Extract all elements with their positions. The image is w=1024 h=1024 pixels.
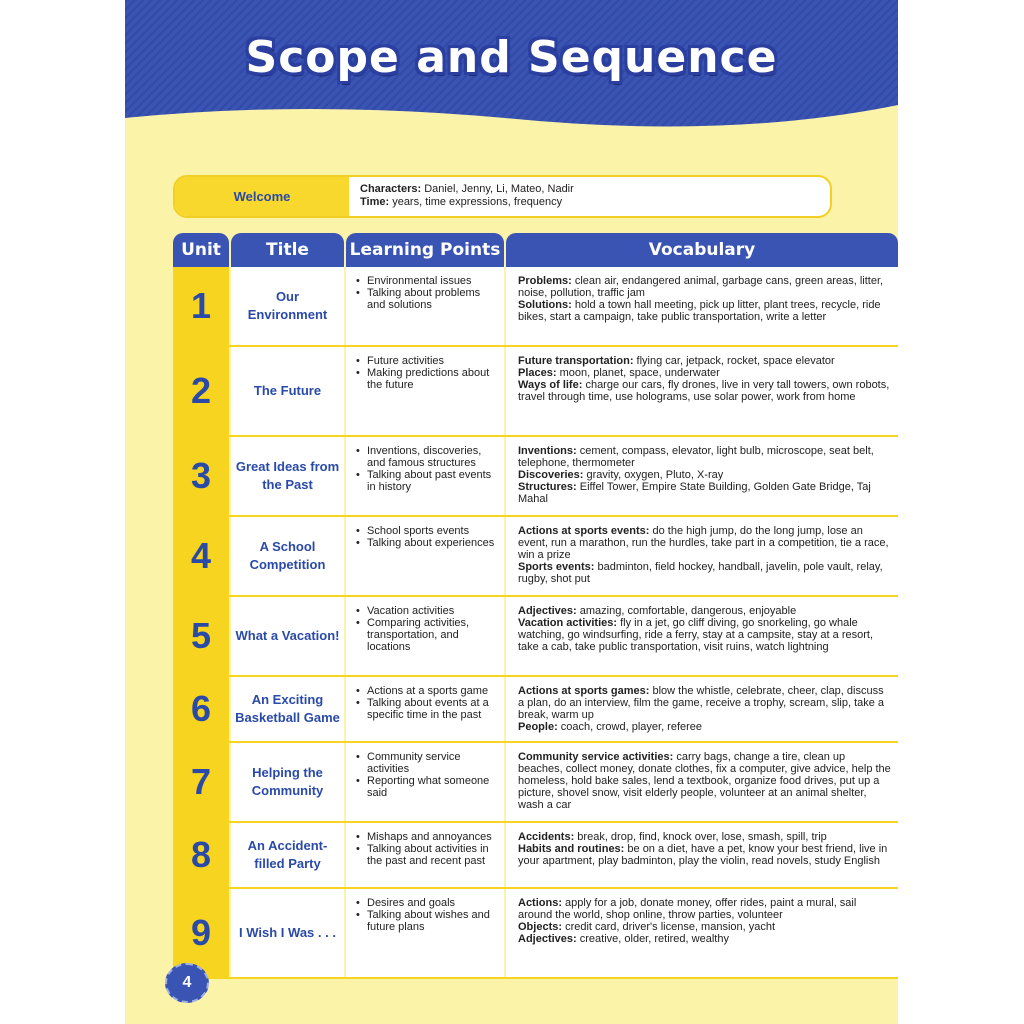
vocabulary-entry	[518, 367, 892, 379]
unit-number: 1	[173, 267, 229, 345]
vocabulary-entry	[518, 933, 892, 945]
vocabulary-entry	[518, 481, 892, 505]
vocabulary-words: be on a diet, have a pet, know your best friend, live in your apartment, play badminton, play the violin, read novels, study English	[518, 843, 888, 867]
learning-point: • Inventions, discoveries, and famous structures	[356, 445, 500, 469]
vocabulary-entry	[518, 525, 892, 561]
vocabulary-category: Community service activities:	[518, 751, 674, 763]
vocabulary-entry	[518, 617, 892, 653]
vocabulary-entry	[518, 561, 892, 585]
vocabulary-category: Objects:	[518, 921, 563, 933]
vocabulary-cell	[506, 823, 898, 887]
vocabulary-cell	[506, 517, 898, 595]
table-row	[173, 347, 898, 435]
unit-title: An Exciting Basketball Game	[231, 677, 344, 741]
unit-title: I Wish I Was . . .	[231, 889, 344, 977]
learning-point: • Desires and goals	[356, 897, 500, 909]
welcome-label: Welcome	[175, 177, 349, 216]
row-divider	[173, 977, 898, 979]
vocabulary-words: Eiffel Tower, Empire State Building, Golden Gate Bridge, Taj Mahal	[518, 481, 871, 505]
page	[125, 0, 898, 1024]
vocabulary-entry	[518, 355, 892, 367]
learning-points-cell	[346, 597, 504, 675]
vocabulary-category: Actions at sports events:	[518, 525, 650, 537]
time-value: years, time expressions, frequency	[389, 196, 563, 208]
vocabulary-category: Vacation activities:	[518, 617, 618, 629]
vocabulary-entry	[518, 685, 892, 721]
unit-number: 4	[173, 517, 229, 595]
unit-title: Great Ideas from the Past	[231, 437, 344, 515]
table-row	[173, 823, 898, 887]
vocabulary-entry	[518, 921, 892, 933]
vocabulary-category: Ways of life:	[518, 379, 583, 391]
vocabulary-category: Habits and routines:	[518, 843, 625, 855]
vocabulary-words: apply for a job, donate money, offer rides, paint a mural, sail around the world, shop online, throw parties, volunteer	[518, 897, 857, 921]
vocabulary-category: Accidents:	[518, 831, 575, 843]
vocabulary-category: Problems:	[518, 275, 572, 287]
vocabulary-words: fly in a jet, go cliff diving, go snorkeling, go whale watching, go windsurfing, ride a ferry, stay at a campsite, stay at a resort, take a cab, take public transportation, visit ruins, watch lightning	[518, 617, 874, 653]
learning-point: • Talking about past events in history	[356, 469, 500, 493]
vocabulary-words: flying car, jetpack, rocket, space elevator	[633, 355, 835, 367]
column-header-unit: Unit	[173, 233, 229, 267]
vocabulary-entry	[518, 299, 892, 323]
unit-number: 8	[173, 823, 229, 887]
vocabulary-category: Adjectives:	[518, 933, 577, 945]
vocabulary-words: carry bags, change a tire, clean up beaches, collect money, donate clothes, fix a computer, give advice, help the homeless, hold bake sales, lend a textbook, organize food drives, put up a picture, shovel snow, visit elderly people, volunteer at an animal shelter, wash a car	[518, 751, 891, 811]
learning-point: • Actions at a sports game	[356, 685, 500, 697]
learning-point: • Environmental issues	[356, 275, 500, 287]
learning-point: • Future activities	[356, 355, 500, 367]
unit-title: The Future	[231, 347, 344, 435]
table-row	[173, 437, 898, 515]
vocabulary-cell	[506, 347, 898, 435]
vocabulary-words: do the high jump, do the long jump, lose an event, run a marathon, run the hurdles, take part in a competition, tie a race, win a prize	[518, 525, 889, 561]
unit-number: 6	[173, 677, 229, 741]
learning-points-cell	[346, 743, 504, 821]
vocabulary-category: Structures:	[518, 481, 577, 493]
page-number: 4	[165, 963, 209, 1003]
characters-value: Daniel, Jenny, Li, Mateo, Nadir	[421, 183, 574, 195]
learning-point: • School sports events	[356, 525, 500, 537]
learning-points-cell	[346, 347, 504, 435]
vocabulary-words: coach, crowd, player, referee	[557, 721, 703, 733]
learning-point: • Talking about experiences	[356, 537, 500, 549]
column-header-learning-points: Learning Points	[346, 233, 504, 267]
vocabulary-entry	[518, 897, 892, 921]
learning-point: • Talking about problems and solutions	[356, 287, 500, 311]
learning-point: • Making predictions about the future	[356, 367, 500, 391]
unit-title: An Accident-filled Party	[231, 823, 344, 887]
learning-point: • Talking about wishes and future plans	[356, 909, 500, 933]
welcome-box	[173, 175, 832, 218]
learning-point: • Talking about events at a specific time in the past	[356, 697, 500, 721]
learning-points-cell	[346, 677, 504, 741]
vocabulary-entry	[518, 275, 892, 299]
vocabulary-words: break, drop, find, knock over, lose, smash, spill, trip	[574, 831, 827, 843]
vocabulary-cell	[506, 677, 898, 741]
vocabulary-words: clean air, endangered animal, garbage cans, green areas, litter, noise, pollution, traffic jam	[518, 275, 884, 299]
vocabulary-category: People:	[518, 721, 558, 733]
learning-points-cell	[346, 267, 504, 345]
vocabulary-category: Adjectives:	[518, 605, 577, 617]
time-label: Time:	[360, 196, 390, 208]
vocabulary-words: hold a town hall meeting, pick up litter, plant trees, recycle, ride bikes, start a campaign, take public transportation, write a letter	[518, 299, 881, 323]
vocabulary-category: Sports events:	[518, 561, 595, 573]
vocabulary-entry	[518, 843, 892, 867]
table-row	[173, 597, 898, 675]
vocabulary-words: credit card, driver's license, mansion, yacht	[562, 921, 776, 933]
vocabulary-words: blow the whistle, celebrate, cheer, clap, discuss a plan, do an interview, film the game, receive a trophy, scream, slip, take a break, warm up	[518, 685, 885, 721]
table-row	[173, 267, 898, 345]
vocabulary-category: Places:	[518, 367, 557, 379]
learning-point: • Community service activities	[356, 751, 500, 775]
page-title: Scope and Sequence	[245, 32, 778, 83]
learning-point: • Talking about activities in the past and recent past	[356, 843, 500, 867]
unit-number: 9	[173, 889, 229, 977]
learning-points-cell	[346, 517, 504, 595]
vocabulary-entry	[518, 831, 892, 843]
vocabulary-words: creative, older, retired, wealthy	[576, 933, 729, 945]
vocabulary-category: Inventions:	[518, 445, 577, 457]
vocabulary-entry	[518, 469, 892, 481]
vocabulary-entry	[518, 605, 892, 617]
vocabulary-category: Actions at sports games:	[518, 685, 650, 697]
table-row	[173, 517, 898, 595]
vocabulary-words: gravity, oxygen, Pluto, X-ray	[583, 469, 724, 481]
vocabulary-entry	[518, 721, 892, 733]
vocabulary-words: moon, planet, space, underwater	[556, 367, 720, 379]
learning-points-cell	[346, 437, 504, 515]
unit-title: Helping the Community	[231, 743, 344, 821]
vocabulary-entry	[518, 445, 892, 469]
vocabulary-cell	[506, 267, 898, 345]
learning-points-cell	[346, 889, 504, 977]
unit-title: What a Vacation!	[231, 597, 344, 675]
table-row	[173, 889, 898, 977]
vocabulary-cell	[506, 743, 898, 821]
learning-point: • Vacation activities	[356, 605, 500, 617]
unit-title: Our Environment	[231, 267, 344, 345]
welcome-details	[360, 183, 574, 209]
column-header-title: Title	[231, 233, 344, 267]
learning-points-cell	[346, 823, 504, 887]
learning-point: • Reporting what someone said	[356, 775, 500, 799]
unit-number: 3	[173, 437, 229, 515]
table-row	[173, 743, 898, 821]
vocabulary-entry	[518, 379, 892, 403]
unit-number: 2	[173, 347, 229, 435]
vocabulary-words: badminton, field hockey, handball, javelin, pole vault, relay, rugby, shot put	[518, 561, 883, 585]
vocabulary-cell	[506, 597, 898, 675]
vocabulary-words: charge our cars, fly drones, live in very tall towers, own robots, travel through time, use holograms, use solar power, work from home	[518, 379, 890, 403]
unit-number: 7	[173, 743, 229, 821]
vocabulary-category: Actions:	[518, 897, 562, 909]
unit-number: 5	[173, 597, 229, 675]
unit-title: A School Competition	[231, 517, 344, 595]
vocabulary-cell	[506, 889, 898, 977]
learning-point: • Mishaps and annoyances	[356, 831, 500, 843]
column-header-vocabulary: Vocabulary	[506, 233, 898, 267]
vocabulary-entry	[518, 751, 892, 811]
vocabulary-category: Discoveries:	[518, 469, 584, 481]
table-row	[173, 677, 898, 741]
learning-point: • Comparing activities, transportation, and locations	[356, 617, 500, 653]
vocabulary-category: Future transportation:	[518, 355, 634, 367]
vocabulary-cell	[506, 437, 898, 515]
vocabulary-category: Solutions:	[518, 299, 572, 311]
characters-label: Characters:	[360, 183, 422, 195]
vocabulary-words: amazing, comfortable, dangerous, enjoyable	[576, 605, 797, 617]
vocabulary-words: cement, compass, elevator, light bulb, microscope, seat belt, telephone, thermometer	[518, 445, 874, 469]
